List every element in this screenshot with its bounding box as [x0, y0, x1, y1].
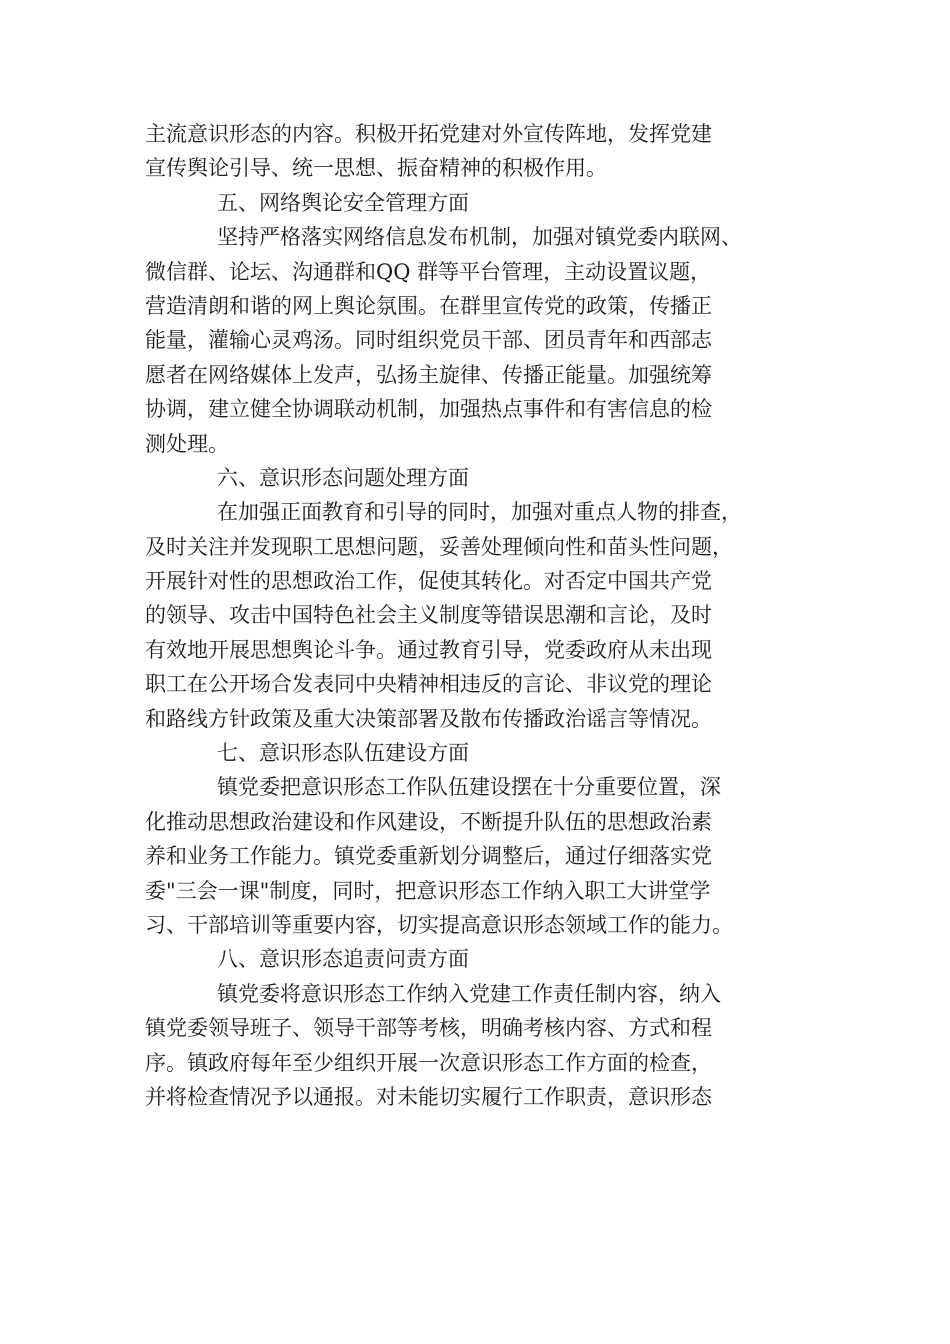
- paragraph-line: 养和业务工作能力。镇党委重新划分调整后，通过仔细落实党: [145, 844, 712, 869]
- paragraph-line: 镇党委把意识形态工作队伍建设摆在十分重要位置，深: [217, 775, 721, 800]
- paragraph-line: 并将检查情况予以通报。对未能切实履行工作职责，意识形态: [145, 1084, 712, 1109]
- paragraph-line: 能量，灌输心灵鸡汤。同时组织党员干部、团员青年和西部志: [145, 328, 712, 353]
- paragraph-line: 及时关注并发现职工思想问题，妥善处理倾向性和苗头性问题，: [145, 534, 733, 559]
- paragraph-line: 协调，建立健全协调联动机制，加强热点事件和有害信息的检: [145, 397, 712, 422]
- document-body: [145, 117, 805, 1114]
- paragraph-line: 主流意识形态的内容。积极开拓党建对外宣传阵地，发挥党建: [145, 122, 712, 146]
- paragraph-line: 开展针对性的思想政治工作，促使其转化。对否定中国共产党: [145, 569, 712, 594]
- paragraph-line: 化推动思想政治建设和作风建设，不断提升队伍的思想政治素: [145, 809, 712, 834]
- paragraph-line: 坚持严格落实网络信息发布机制，加强对镇党委内联网、: [217, 225, 742, 250]
- paragraph-line: 有效地开展思想舆论斗争。通过教育引导，党委政府从未出现: [145, 637, 712, 662]
- paragraph-line: 和路线方针政策及重大决策部署及散布传播政治谣言等情况。: [145, 706, 712, 731]
- section-heading: 六、意识形态问题处理方面: [217, 465, 469, 490]
- paragraph-line: 测处理。: [145, 431, 229, 456]
- section-heading: 五、网络舆论安全管理方面: [217, 190, 469, 215]
- paragraph-line: 委"三会一课"制度，同时，把意识形态工作纳入职工大讲堂学: [145, 878, 711, 903]
- paragraph-line: 镇党委将意识形态工作纳入党建工作责任制内容，纳入: [217, 981, 721, 1006]
- paragraph-line: 镇党委领导班子、领导干部等考核，明确考核内容、方式和程: [145, 1016, 712, 1041]
- paragraph-line: 在加强正面教育和引导的同时，加强对重点人物的排查，: [217, 500, 742, 525]
- paragraph-line: 职工在公开场合发表同中央精神相违反的言论、非议党的理论: [145, 672, 712, 697]
- paragraph-line: 序。镇政府每年至少组织开展一次意识形态工作方面的检查，: [145, 1050, 712, 1075]
- paragraph-line: 的领导、攻击中国特色社会主义制度等错误思潮和言论，及时: [145, 603, 712, 628]
- paragraph-line: 习、干部培训等重要内容，切实提高意识形态领域工作的能力。: [145, 912, 733, 937]
- section-heading: 七、意识形态队伍建设方面: [217, 741, 469, 766]
- section-heading: 八、意识形态追责问责方面: [217, 947, 469, 972]
- paragraph-line: 宣传舆论引导、统一思想、振奋精神的积极作用。: [145, 156, 607, 181]
- paragraph-line: 愿者在网络媒体上发声，弘扬主旋律、传播正能量。加强统筹: [145, 362, 712, 387]
- paragraph-line: 营造清朗和谐的网上舆论氛围。在群里宣传党的政策，传播正: [145, 293, 712, 318]
- paragraph-line: 微信群、论坛、沟通群和QQ 群等平台管理，主动设置议题，: [145, 259, 712, 284]
